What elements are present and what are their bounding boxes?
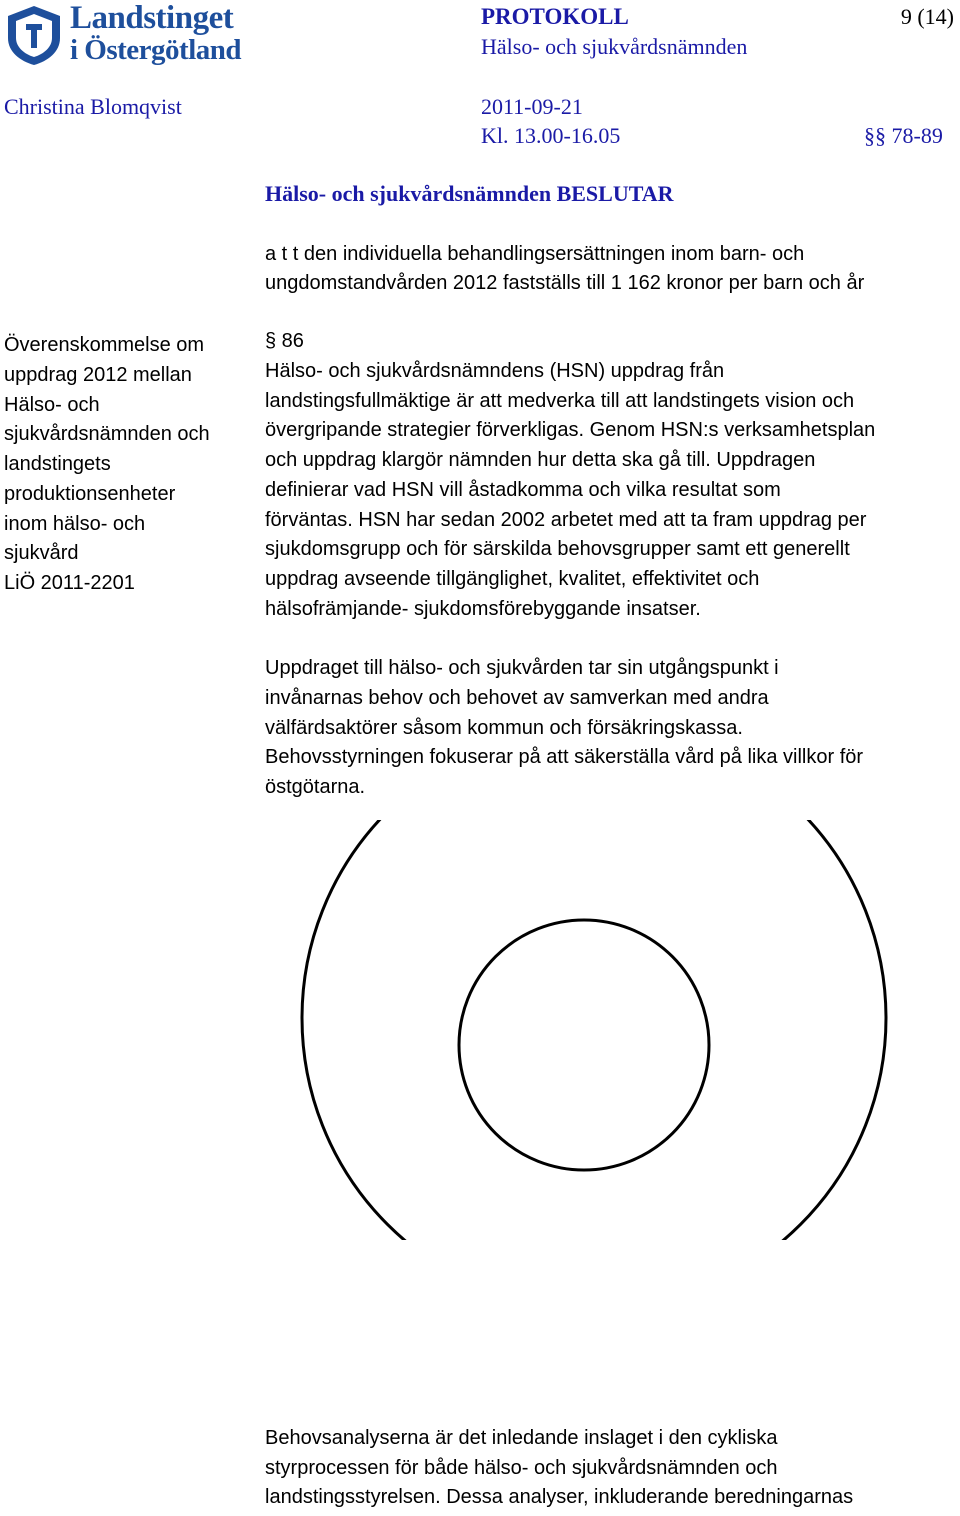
paragraph-line: uppdrag avseende tillgänglighet, kvalitet, effektivitet och — [265, 568, 760, 590]
paragraph-line: invånarnas behov och behovet av samverkan med andra — [265, 687, 769, 709]
concentric-circles-diagram — [0, 820, 960, 1240]
paragraph-line: landstingsstyrelsen. Dessa analyser, inkluderande beredningarnas — [265, 1486, 854, 1508]
meeting-date: 2011-09-21 — [481, 94, 583, 119]
paragraph-line: styrprocessen för både hälso- och sjukvårdsnämnden och — [265, 1457, 778, 1479]
page-number: 9 (14) — [900, 4, 954, 29]
paragraph-line: sjukdomsgrupp och för särskilda behovsgrupper samt ett generellt — [265, 538, 850, 560]
sidebar-line: LiÖ 2011-2201 — [4, 572, 135, 594]
author-name: Christina Blomqvist — [4, 94, 182, 119]
document-type: PROTOKOLL — [481, 4, 629, 29]
committee-name: Hälso- och sjukvårdsnämnden — [481, 34, 748, 59]
paragraph-line: östgötarna. — [265, 776, 366, 798]
decision-line: a t t den individuella behandlingsersättningen inom barn- och — [265, 243, 805, 265]
paragraph-line: hälsofrämjande- sjukdomsförebyggande insatser. — [265, 598, 701, 620]
paragraph-line: välfärdsaktörer såsom kommun och försäkringskassa. — [265, 717, 743, 739]
logo-text-line2: i Östergötland — [70, 34, 242, 66]
paragraph-line: landstingsfullmäktige är att medverka till att landstingets vision och — [265, 390, 855, 412]
paragraph-line: och uppdrag klargör nämnden hur detta ska gå till. Uppdragen — [265, 449, 816, 471]
sidebar-line: uppdrag 2012 mellan — [4, 364, 192, 386]
paragraph-line: övergripande strategier förverkligas. Genom HSN:s verksamhetsplan — [265, 419, 876, 441]
paragraph-line: Hälso- och sjukvårdsnämndens (HSN) uppdrag från — [265, 360, 725, 382]
sidebar-line: Överenskommelse om — [4, 334, 205, 356]
sidebar-line: produktionsenheter — [4, 483, 176, 505]
decision-heading: Hälso- och sjukvårdsnämnden BESLUTAR — [265, 181, 674, 206]
section-range: §§ 78-89 — [864, 123, 943, 148]
inner-circle — [459, 920, 709, 1170]
sidebar-line: inom hälso- och — [4, 513, 146, 535]
logo-emblem-icon — [4, 4, 64, 66]
sidebar-line: Hälso- och — [4, 394, 100, 416]
sidebar-line: landstingets — [4, 453, 111, 475]
outer-circle — [302, 820, 886, 1240]
decision-line: ungdomstandvården 2012 fastställs till 1 162 kronor per barn och år — [265, 272, 865, 294]
logo-text-line1: Landstinget — [70, 0, 234, 36]
section-number: § 86 — [265, 330, 304, 352]
paragraph-line: definierar vad HSN vill åstadkomma och vilka resultat som — [265, 479, 781, 501]
meeting-time: Kl. 13.00-16.05 — [481, 123, 621, 148]
paragraph-line: Behovsanalyserna är det inledande inslaget i den cykliska — [265, 1427, 778, 1449]
sidebar-line: sjukvårdsnämnden och — [4, 423, 210, 445]
paragraph-line: Uppdraget till hälso- och sjukvården tar sin utgångspunkt i — [265, 657, 779, 679]
landstinget-logo — [4, 2, 266, 68]
paragraph-line: förväntas. HSN har sedan 2002 arbetet med att ta fram uppdrag per — [265, 509, 867, 531]
sidebar-line: sjukvård — [4, 542, 79, 564]
paragraph-line: Behovsstyrningen fokuserar på att säkerställa vård på lika villkor för — [265, 746, 864, 768]
